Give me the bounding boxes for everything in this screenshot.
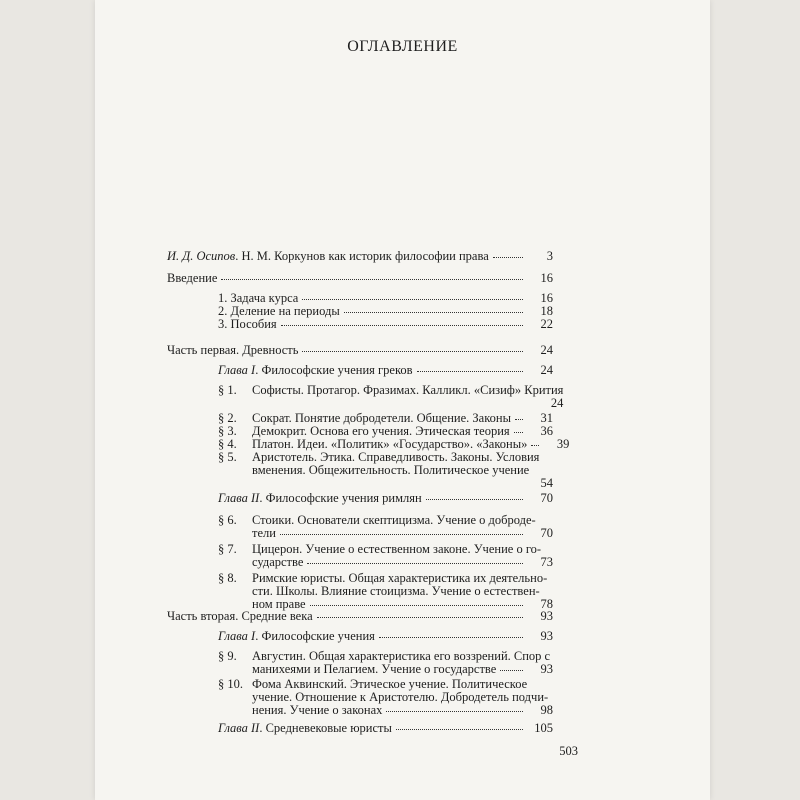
toc-text-line2: манихеями и Пелагием. Учение о государстве	[252, 662, 497, 676]
toc-entry-introduction	[167, 272, 553, 285]
toc-text-line2: тели	[252, 526, 276, 540]
toc-page: 93	[540, 609, 553, 623]
toc-text: Софисты. Протагор. Фразимах. Калликл. «Сизиф» Крития	[252, 383, 564, 397]
toc-page: 39	[556, 437, 570, 451]
toc-entry-s5	[218, 451, 553, 490]
toc-page: 3	[546, 249, 553, 263]
toc-page: 18	[540, 304, 553, 318]
toc-entry-s8	[218, 572, 553, 611]
chapter-label: Глава II	[218, 721, 260, 735]
toc-page: 73	[540, 555, 553, 569]
toc-page: 98	[540, 703, 553, 717]
toc-text: Часть первая. Древность	[167, 343, 299, 357]
section-number: § 1.	[218, 383, 237, 397]
toc-page: 54	[540, 476, 553, 490]
toc-entry-s7	[218, 543, 553, 569]
toc-entry-p2-ch1	[218, 630, 553, 643]
toc-text-line1: Аристотель. Этика. Справедливость. Законы. Условия	[252, 450, 540, 464]
toc-page: 24	[550, 396, 564, 410]
toc-page: 31	[540, 411, 553, 425]
toc-text: Часть вторая. Средние века	[167, 609, 313, 623]
toc-text: . Философские учения	[255, 629, 375, 643]
page-number: 503	[559, 744, 578, 758]
toc-text-line3: нения. Учение о законах	[252, 703, 383, 717]
toc-page: 93	[540, 662, 553, 676]
toc-text-line2: сти. Школы. Влияние стоицизма. Учение о естествен-	[252, 584, 540, 598]
toc-entry-s6	[218, 514, 553, 540]
toc-entry-p2-ch2	[218, 722, 553, 735]
toc-entry-intro-3	[218, 318, 553, 331]
toc-page: 93	[540, 629, 553, 643]
section-number: § 10.	[218, 677, 243, 691]
toc-text-line1: Стоики. Основатели скептицизма. Учение о доброде-	[252, 513, 536, 527]
toc-text: Платон. Идеи. «Политик» «Государство». «Законы»	[252, 437, 528, 451]
section-number: § 9.	[218, 649, 237, 663]
toc-text: Введение	[167, 271, 218, 285]
section-number: § 5.	[218, 450, 237, 464]
toc-text: 1. Задача курса	[218, 291, 299, 305]
section-number: § 4.	[218, 437, 237, 451]
toc-text: Демокрит. Основа его учения. Этическая теория	[252, 424, 510, 438]
toc-entry-p1-ch1	[218, 364, 553, 377]
toc-text: Сократ. Понятие добродетели. Общение. Законы	[252, 411, 511, 425]
page-title: ОГЛАВЛЕНИЕ	[347, 38, 458, 55]
toc-text-line2: вменения. Общежительность. Политическое учение	[252, 463, 530, 477]
toc-entry-s10	[218, 678, 553, 717]
section-number: § 2.	[218, 411, 237, 425]
toc-text-line1: Римские юристы. Общая характеристика их деятельно-	[252, 571, 548, 585]
toc-page: 24	[540, 343, 553, 357]
toc-text: . Н. М. Коркунов как историк философии права	[235, 249, 489, 263]
section-number: § 7.	[218, 542, 237, 556]
toc-text-line1: Цицерон. Учение о естественном законе. Учение о го-	[252, 542, 542, 556]
section-number: § 6.	[218, 513, 237, 527]
toc-page: 24	[540, 363, 553, 377]
toc-page: 16	[540, 271, 553, 285]
toc-entry-part1	[167, 344, 553, 357]
toc-text: . Средневековые юристы	[259, 721, 392, 735]
chapter-label: Глава I	[218, 629, 256, 643]
toc-text: . Философские учения греков	[255, 363, 413, 377]
chapter-label: Глава I	[218, 363, 256, 377]
toc-entry-s9	[218, 650, 553, 676]
section-number: § 3.	[218, 424, 237, 438]
toc-text: 3. Пособия	[218, 317, 277, 331]
toc-text-line3: ном праве	[252, 597, 306, 611]
toc-page: 78	[540, 597, 553, 611]
section-number: § 8.	[218, 571, 237, 585]
toc-page: 70	[540, 491, 553, 505]
toc-text-line2: учение. Отношение к Аристотелю. Добродетель подчи-	[252, 690, 549, 704]
toc-page: 105	[534, 721, 553, 735]
toc-text-line1: Августин. Общая характеристика его воззрений. Спор с	[252, 649, 551, 663]
toc-page: 70	[540, 526, 553, 540]
toc-entry-p1-ch2	[218, 492, 553, 505]
toc-text-line2: сударстве	[252, 555, 304, 569]
toc-text: . Философские учения римлян	[259, 491, 422, 505]
toc-entry-part2	[167, 610, 553, 623]
toc-page: 22	[540, 317, 553, 331]
toc-text: 2. Деление на периоды	[218, 304, 340, 318]
toc-page: 36	[540, 424, 553, 438]
toc-entry-osipov	[167, 250, 553, 263]
toc-page: 16	[540, 291, 553, 305]
toc-entry-s1	[218, 383, 564, 410]
toc-author: И. Д. Осипов	[167, 249, 236, 263]
chapter-label: Глава II	[218, 491, 260, 505]
toc-text-line1: Фома Аквинский. Этическое учение. Политическое	[252, 677, 528, 691]
